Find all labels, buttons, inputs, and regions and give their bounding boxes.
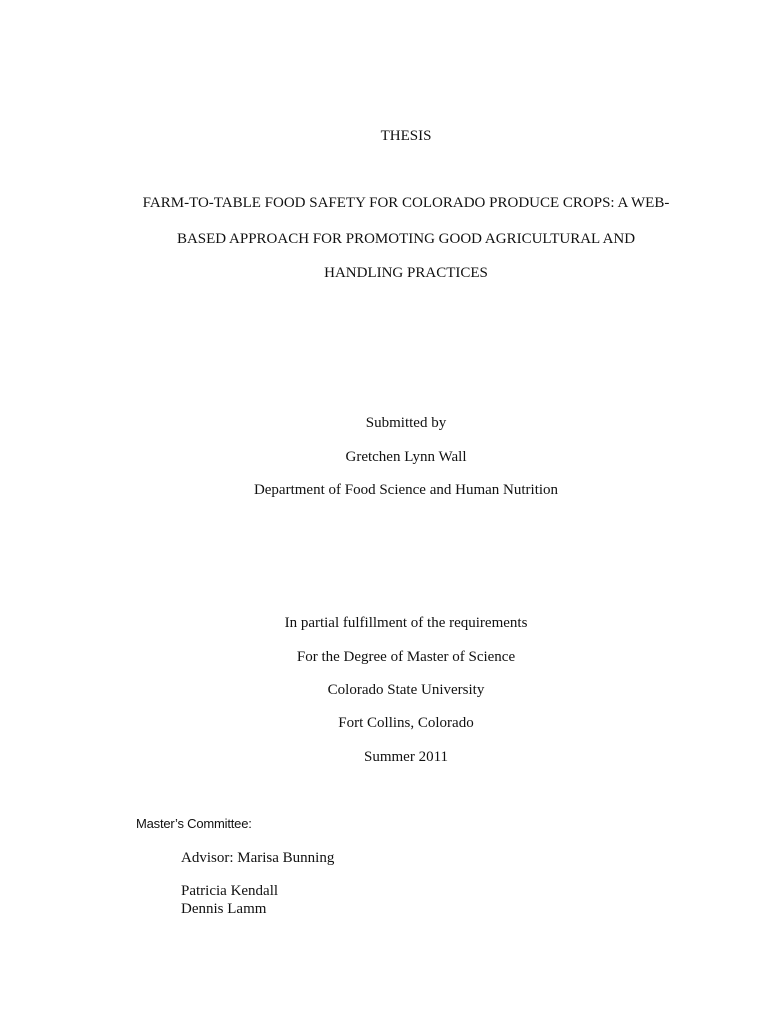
university-location: Fort Collins, Colorado — [338, 715, 474, 731]
submitted-by-label: Submitted by — [365, 415, 447, 431]
committee-member: Patricia Kendall — [181, 883, 279, 899]
fulfillment-statement: In partial fulfillment of the requirements — [284, 615, 528, 631]
title-line-3: HANDLING PRACTICES — [324, 265, 488, 281]
committee-advisor: Advisor: Marisa Bunning — [181, 850, 335, 866]
committee-label: Master’s Committee: — [136, 816, 252, 831]
title-line-1: FARM-TO-TABLE FOOD SAFETY FOR COLORADO PRODUCE CROPS: A WEB- — [142, 195, 670, 211]
title-line-2: BASED APPROACH FOR PROMOTING GOOD AGRICULTURAL AND — [176, 231, 636, 247]
university-name: Colorado State University — [327, 682, 485, 698]
thesis-label: THESIS — [380, 128, 432, 144]
submission-term: Summer 2011 — [363, 749, 449, 765]
department-name: Department of Food Science and Human Nutrition — [253, 482, 559, 498]
committee-member: Dennis Lamm — [181, 901, 267, 917]
author-name: Gretchen Lynn Wall — [345, 449, 467, 465]
degree-name: For the Degree of Master of Science — [296, 649, 516, 665]
